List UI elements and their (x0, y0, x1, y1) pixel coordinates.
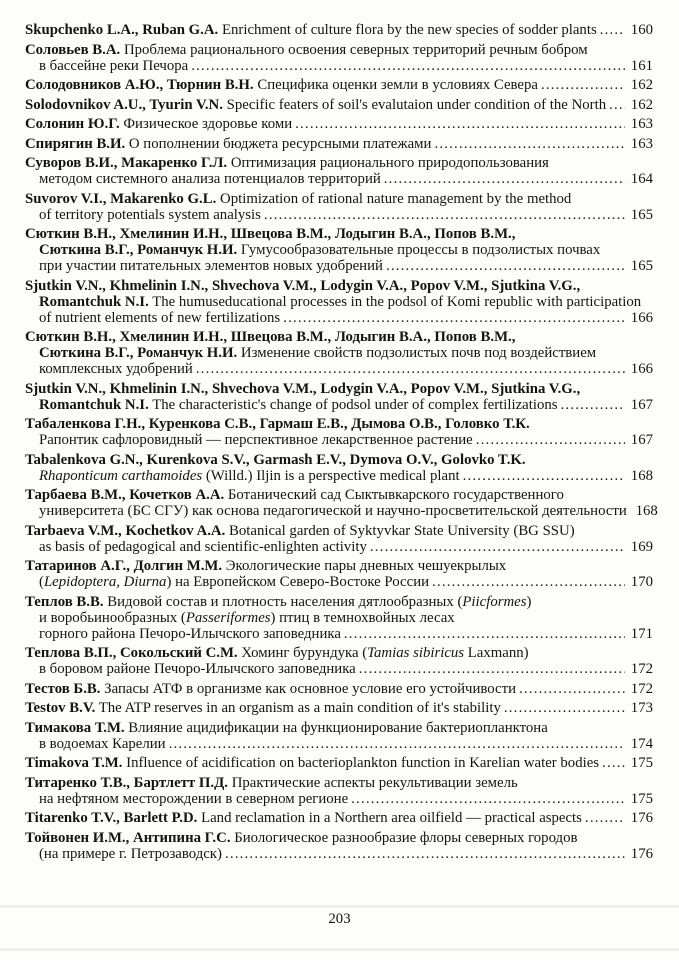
toc-page-content (25, 22, 658, 865)
dot-leader (386, 258, 625, 274)
entry-authors: Соловьев В.А. (25, 41, 121, 58)
entry-latin-name: Tamias sibiricus (367, 645, 465, 661)
page-number: 171 (630, 625, 653, 642)
toc-entry (25, 77, 653, 93)
entry-authors: Табаленкова Г.Н., Куренкова С.В., Гармаш Е.В., Дымова О.В., Головко Т.К. (25, 416, 530, 432)
entry-text (39, 294, 641, 310)
page-number: 168 (630, 467, 653, 484)
toc-list (25, 22, 658, 862)
toc-line (25, 97, 653, 113)
entry-latin-name: Rhaponticum carthamoides (39, 467, 203, 484)
toc-line (25, 294, 653, 310)
entry-title-text: горного района Печоро-Илычского заповедника (39, 625, 341, 642)
entry-text (25, 720, 548, 736)
toc-line (25, 846, 653, 862)
toc-line (25, 775, 653, 791)
entry-text (25, 645, 529, 661)
entry-text (25, 155, 549, 171)
entry-title-text: Ботанический сад Сыктывкарского государственного (224, 487, 564, 503)
scan-artifact-streak (0, 948, 679, 951)
dot-leader (434, 136, 625, 152)
page-number: 173 (630, 700, 653, 716)
toc-entry (25, 136, 653, 152)
entry-title-text: при участии питательных элементов новых удобрений (39, 258, 383, 274)
entry-text (25, 191, 571, 207)
entry-text (39, 468, 460, 484)
entry-authors: Суворов В.И., Макаренко Г.Л. (25, 155, 228, 171)
entry-text (39, 661, 356, 677)
toc-entry (25, 645, 653, 677)
dot-leader (609, 97, 625, 113)
toc-entry (25, 558, 653, 590)
page-number: 166 (630, 309, 653, 326)
entry-authors: Сюткин В.Н., Хмелинин И.Н., Швецова В.М., Лодыгин В.А., Попов В.М., (25, 329, 516, 345)
entry-title-text: Физическое здоровье коми (119, 116, 293, 132)
entry-title-text: of territory potentials system analysis (39, 206, 261, 223)
dot-leader (196, 361, 625, 377)
entry-title-text: of nutrient elements of new fertilizations (39, 309, 281, 326)
entry-text (39, 397, 558, 413)
toc-line (25, 226, 653, 242)
toc-line (25, 242, 653, 258)
page-number: 165 (630, 258, 653, 274)
entry-text (25, 755, 599, 771)
toc-line (25, 42, 653, 58)
entry-text (39, 432, 473, 448)
toc-entry (25, 97, 653, 113)
entry-text (25, 558, 506, 574)
toc-line (25, 810, 653, 826)
toc-line (25, 136, 653, 152)
toc-entry (25, 594, 653, 642)
toc-line (25, 397, 653, 413)
entry-text (25, 700, 501, 716)
toc-line (25, 432, 653, 448)
page-number: 162 (630, 77, 653, 93)
page-number: 169 (630, 538, 653, 555)
toc-line (25, 345, 653, 361)
entry-text (39, 574, 429, 590)
dot-leader (519, 681, 625, 697)
dot-leader (476, 432, 625, 448)
toc-entry (25, 278, 653, 326)
entry-text (39, 345, 596, 361)
entry-authors: Сюткина В.Г., Романчук Н.И. (39, 345, 238, 361)
entry-text (39, 610, 455, 626)
toc-entry (25, 487, 658, 519)
entry-title-text: методом системного анализа потенциалов территорий (39, 171, 381, 187)
toc-entry (25, 523, 653, 555)
entry-authors: Timakova T.M. (25, 755, 123, 771)
entry-authors: Татаринов А.Г., Долгин М.М. (25, 558, 223, 574)
toc-line (25, 661, 653, 677)
entry-authors: Sjutkin V.N., Khmelinin I.N., Shvechova V.M., Lodygin V.A., Popov V.M., Sjutkina V.G., (25, 277, 581, 294)
entry-authors: Теплова В.П., Сокольский С.М. (25, 645, 238, 661)
entry-authors: Romantchuk N.I. (39, 293, 149, 310)
entry-text (25, 226, 515, 242)
entry-text (25, 77, 538, 93)
toc-line (25, 416, 653, 432)
entry-authors: Теплов В.В. (25, 593, 104, 610)
toc-entry (25, 191, 653, 223)
toc-entry (25, 329, 653, 377)
toc-line (25, 539, 653, 555)
toc-line (25, 720, 653, 736)
entry-latin-name: Passeriformes (185, 609, 271, 626)
toc-entry (25, 155, 653, 187)
toc-line (25, 468, 653, 484)
entry-title-text: на нефтяном месторождении в северном регионе (39, 790, 349, 807)
entry-text (25, 116, 292, 132)
toc-line (25, 207, 653, 223)
entry-title-text: Гумусообразовательные процессы в подзолистых почвах (237, 242, 601, 258)
entry-title-text: The ATP reserves in an organism as a main condition of it's stability (95, 700, 501, 716)
entry-authors: Tabalenkova G.N., Kurenkova S.V., Garmash E.V., Dymova O.V., Golovko T.K. (25, 451, 526, 468)
dot-leader (351, 791, 625, 807)
entry-title-text: Specific featers of soil's evalutaion under condition of the North (222, 96, 607, 113)
entry-title-text: Практические аспекты рекультивации земель (228, 774, 518, 791)
page-number: 168 (635, 503, 658, 519)
dot-leader (370, 539, 625, 555)
entry-authors: Сюткин В.Н., Хмелинин И.Н., Швецова В.М., Лодыгин В.А., Попов В.М., (25, 226, 516, 242)
page-number: 175 (630, 755, 653, 771)
entry-authors: Сюткина В.Г., Романчук Н.И. (39, 242, 238, 258)
entry-authors: Testov B.V. (25, 700, 96, 716)
toc-line (25, 700, 653, 716)
entry-authors: Тимакова Т.М. (25, 719, 125, 736)
dot-leader (344, 626, 625, 642)
page-number: 164 (630, 171, 653, 187)
entry-text (25, 97, 606, 113)
entry-text (25, 42, 588, 58)
toc-line (25, 171, 653, 187)
page-number: 163 (630, 116, 653, 132)
page-number: 174 (630, 735, 653, 752)
entry-title-text: (на примере г. Петрозаводск) (39, 845, 222, 862)
dot-leader (585, 810, 625, 826)
entry-text (39, 171, 381, 187)
entry-title-text: Laxmann) (464, 645, 529, 661)
page-number: 163 (630, 135, 653, 152)
toc-line (25, 791, 653, 807)
entry-title-text: Запасы АТФ в организме как основное условие его устойчивости (100, 680, 516, 697)
page-number: 172 (630, 680, 653, 697)
entry-title-text: Рапонтик сафлоровидный — перспективное лекарственное растение (39, 432, 473, 448)
entry-authors: Sjutkin V.N., Khmelinin I.N., Shvechova V.M., Lodygin V.A., Popov V.M., Sjutkina V.G., (25, 380, 581, 397)
toc-line (25, 381, 653, 397)
toc-line (25, 503, 658, 519)
entry-authors: Tarbaeva V.M., Kochetkov A.A. (25, 522, 226, 539)
entry-text (25, 594, 531, 610)
toc-line (25, 736, 653, 752)
dot-leader (600, 22, 625, 38)
entry-text (39, 736, 166, 752)
entry-authors: Солодовников А.Ю., Тюрнин В.Н. (25, 77, 254, 93)
entry-text (25, 416, 530, 432)
entry-title-text: и воробьинообразных ( (39, 609, 186, 626)
dot-leader (295, 116, 625, 132)
dot-leader (283, 310, 625, 326)
entry-title-text: Проблема рационального освоения северных территорий речным бобром (120, 41, 588, 58)
scan-artifact-streak (0, 905, 679, 908)
dot-leader (504, 700, 625, 716)
toc-line (25, 523, 653, 539)
entry-text (25, 452, 526, 468)
page-number: 162 (630, 96, 653, 113)
entry-authors: Suvorov V.I., Makarenko G.L. (25, 190, 217, 207)
dot-leader (384, 171, 625, 187)
entry-title-text: ) на Европейском Северо-Востоке России (166, 574, 430, 590)
page-number: 170 (630, 574, 653, 590)
page-number: 176 (630, 845, 653, 862)
toc-line (25, 155, 653, 171)
entry-text (25, 775, 518, 791)
dot-leader (359, 661, 625, 677)
entry-text (39, 791, 348, 807)
toc-line (25, 574, 653, 590)
page-number: 176 (630, 810, 653, 826)
dot-leader (191, 58, 625, 74)
toc-line (25, 278, 653, 294)
entry-text (39, 539, 367, 555)
entry-authors: Спирягин В.И. (25, 135, 126, 152)
entry-title-text: The characteristic's change of podsol under of complex fertilizations (148, 396, 558, 413)
toc-line (25, 116, 653, 132)
toc-entry (25, 720, 653, 752)
toc-entry (25, 381, 653, 413)
dot-leader (264, 207, 625, 223)
entry-title-text: О пополнении бюджета ресурсными платежами (125, 135, 432, 152)
entry-text (25, 681, 516, 697)
entry-authors: Skupchenko L.A., Ruban G.A. (25, 22, 219, 38)
entry-text (25, 487, 564, 503)
toc-line (25, 329, 653, 345)
entry-authors: Тойвонен И.М., Антипина Г.С. (25, 829, 231, 846)
entry-title-text: Влияние ацидификации на функционирование бактериопланктона (124, 719, 548, 736)
entry-authors: Титаренко Т.В., Бартлетт П.Д. (25, 774, 228, 791)
entry-text (39, 258, 383, 274)
toc-line (25, 755, 653, 771)
toc-entry (25, 810, 653, 826)
entry-text (25, 830, 577, 846)
toc-line (25, 58, 653, 74)
entry-title-text: Influence of acidification on bacterioplankton function in Karelian water bodies (122, 755, 600, 771)
footer-page-number: 203 (328, 911, 351, 927)
entry-title-text: (Willd.) Iljin is a perspective medical plant (202, 467, 460, 484)
toc-entry (25, 226, 653, 274)
entry-title-text: ) (526, 593, 532, 610)
toc-entry (25, 42, 653, 74)
entry-title-text: в водоемах Карелии (39, 735, 166, 752)
toc-line (25, 310, 653, 326)
entry-text (39, 310, 280, 326)
toc-line (25, 22, 653, 38)
entry-title-text: The humuseducational processes in the podsol of Komi republic with participation (148, 293, 642, 310)
dot-leader (541, 77, 625, 93)
toc-line (25, 645, 653, 661)
dot-leader (602, 755, 625, 771)
toc-line (25, 681, 653, 697)
entry-text (25, 22, 597, 38)
entry-title-text: Оптимизация рационального природопользования (227, 155, 549, 171)
entry-title-text: Botanical garden of Syktyvkar State University (BG SSU) (225, 522, 575, 539)
entry-title-text: Enrichment of culture flora by the new species of sodder plants (218, 22, 597, 38)
entry-title-text: ) птиц в темнохвойных лесах (270, 609, 455, 626)
entry-title-text: в боровом районе Печоро-Илычского заповедника (39, 661, 356, 677)
entry-text (39, 242, 600, 258)
page-number: 160 (630, 22, 653, 38)
page-number: 166 (630, 361, 653, 377)
entry-title-text: Биологическое разнообразие флоры северных городов (230, 829, 578, 846)
dot-leader (463, 468, 625, 484)
dot-leader (432, 574, 625, 590)
entry-text (39, 58, 188, 74)
entry-text (25, 810, 582, 826)
entry-text (39, 361, 193, 377)
entry-authors: Тестов Б.В. (25, 680, 101, 697)
toc-line (25, 830, 653, 846)
entry-text (25, 523, 575, 539)
entry-title-text: Land reclamation in a Northern area oilfield — practical aspects (197, 810, 582, 826)
entry-text (25, 381, 580, 397)
page-number: 167 (630, 396, 653, 413)
toc-entry (25, 755, 653, 771)
toc-line (25, 594, 653, 610)
toc-entry (25, 416, 653, 448)
toc-line (25, 258, 653, 274)
entry-title-text: Специфика оценки земли в условиях Севера (253, 77, 538, 93)
entry-text (25, 278, 580, 294)
entry-authors: Titarenko T.V., Barlett P.D. (25, 810, 198, 826)
page-number: 175 (630, 790, 653, 807)
toc-line (25, 610, 653, 626)
entry-text (39, 626, 341, 642)
toc-line (25, 191, 653, 207)
toc-line (25, 452, 653, 468)
toc-entry (25, 452, 653, 484)
toc-line (25, 558, 653, 574)
page-number: 165 (630, 206, 653, 223)
entry-authors: Solodovnikov A.U., Tyurin V.N. (25, 96, 223, 113)
entry-latin-name: Piicformes (462, 593, 527, 610)
entry-text (25, 329, 515, 345)
entry-latin-name: Lepidoptera, Diurna (43, 574, 167, 590)
toc-entry (25, 116, 653, 132)
entry-title-text: Optimization of rational nature management by the method (216, 190, 572, 207)
entry-title-text: университета (БС СГУ) как основа педагогической и научно-просветительской деятельности (39, 503, 627, 519)
dot-leader (225, 846, 625, 862)
entry-title-text: комплексных удобрений (39, 361, 193, 377)
dot-leader (169, 736, 625, 752)
toc-entry (25, 775, 653, 807)
entry-title-text: as basis of pedagogical and scientific-enlighten activity (39, 538, 367, 555)
toc-entry (25, 700, 653, 716)
page-number: 161 (630, 57, 653, 74)
toc-line (25, 77, 653, 93)
entry-text (39, 846, 222, 862)
entry-title-text: в бассейне реки Печора (39, 57, 189, 74)
entry-authors: Солонин Ю.Г. (25, 116, 120, 132)
toc-entry (25, 681, 653, 697)
entry-title-text: Хоминг бурундука ( (237, 645, 368, 661)
page-number: 172 (630, 661, 653, 677)
entry-text (39, 207, 261, 223)
entry-authors: Romantchuk N.I. (39, 396, 149, 413)
entry-text (25, 136, 431, 152)
entry-title-text: Видовой состав и плотность населения дятлообразных ( (103, 593, 463, 610)
entry-title-text: Экологические пары дневных чешуекрылых (222, 558, 507, 574)
entry-authors: Тарбаева В.М., Кочетков А.А. (25, 487, 225, 503)
toc-line (25, 487, 653, 503)
toc-line (25, 361, 653, 377)
toc-entry (25, 22, 653, 38)
entry-title-text: ( (39, 574, 44, 590)
toc-entry (25, 830, 653, 862)
page-number: 167 (630, 432, 653, 448)
entry-title-text: Изменение свойств подзолистых почв под воздействием (237, 345, 597, 361)
dot-leader (561, 397, 625, 413)
entry-text (39, 503, 627, 519)
toc-line (25, 626, 653, 642)
